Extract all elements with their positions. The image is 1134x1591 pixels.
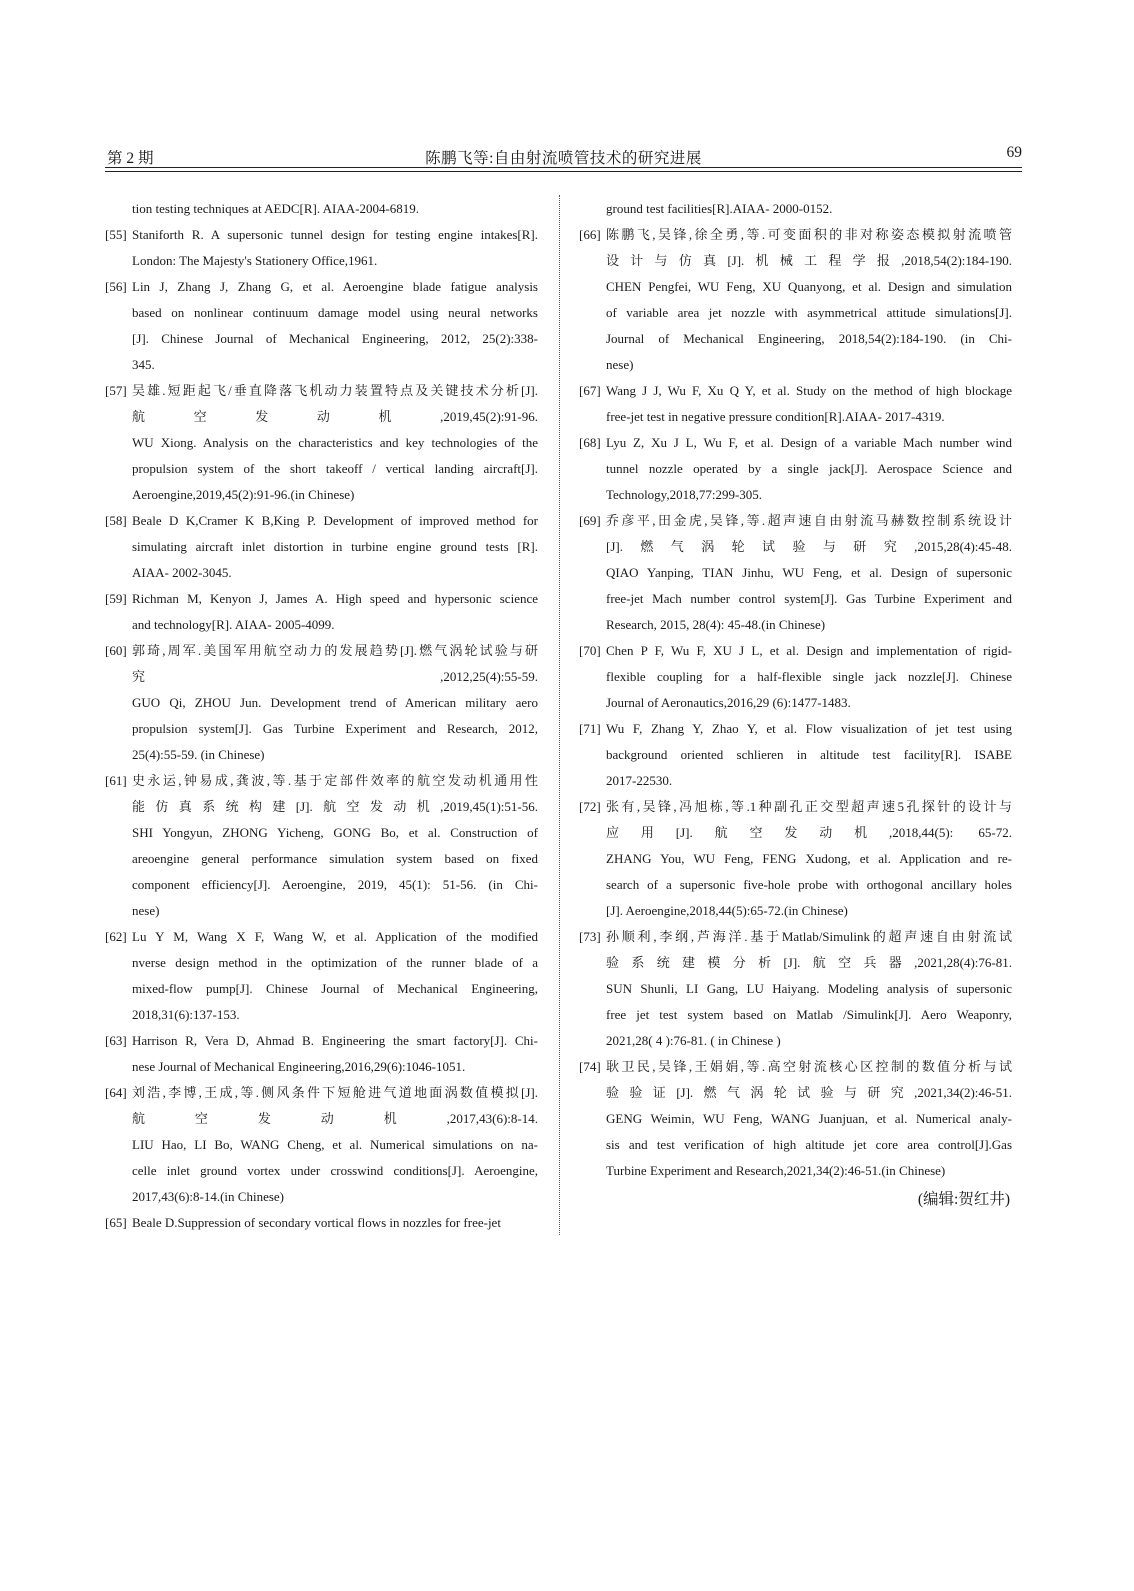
reference-line: flexible coupling for a half-flexible single jack nozzle[J]. Chinese: [606, 669, 1012, 684]
reference-line: propulsion system[J]. Gas Turbine Experiment and Research, 2012,: [132, 721, 538, 736]
right-column-references: [579, 196, 1012, 1214]
reference-line: sis and test verification of high altitude jet core area control[J].Gas: [606, 1137, 1012, 1152]
reference-line: 航空发动机,2017,43(6):8-14.: [132, 1111, 538, 1126]
reference-entry: [105, 222, 538, 274]
reference-line: free-jet Mach number control system[J]. Gas Turbine Experiment and: [606, 591, 1012, 606]
reference-entry: [105, 586, 538, 638]
reference-number: [72]: [579, 799, 601, 814]
reference-line: Chen P F, Wu F, XU J L, et al. Design and implementation of rigid-: [606, 643, 1012, 658]
reference-number: [68]: [579, 435, 601, 450]
reference-line: 验系统建模分析[J].航空兵器,2021,28(4):76-81.: [606, 955, 1012, 970]
reference-line: GUO Qi, ZHOU Jun. Development trend of American military aero: [132, 695, 538, 710]
reference-number: [57]: [105, 383, 127, 398]
reference-entry: [105, 274, 538, 378]
reference-number: [55]: [105, 227, 127, 242]
editor-note: (编辑:贺红井): [917, 1191, 1010, 1208]
reference-line: 2017,43(6):8-14.(in Chinese): [132, 1189, 285, 1204]
issue-label: 第 2 期: [107, 150, 154, 167]
reference-number: [59]: [105, 591, 127, 606]
reference-number: [74]: [579, 1059, 601, 1074]
reference-line: and technology[R]. AIAA- 2005-4099.: [132, 617, 335, 632]
reference-line: Richman M, Kenyon J, James A. High speed and hypersonic science: [132, 591, 538, 606]
reference-line: 耿卫民,吴锋,王娟娟,等.高空射流核心区控制的数值分析与试: [606, 1059, 1012, 1074]
reference-line: 刘浩,李博,王成,等.侧风条件下短舱进气道地面涡数值模拟[J].: [132, 1085, 538, 1100]
reference-line: Wang J J, Wu F, Xu Q Y, et al. Study on the method of high blockage: [606, 383, 1012, 398]
reference-line: propulsion system of the short takeoff / vertical landing aircraft[J].: [132, 461, 538, 476]
reference-line: Beale D.Suppression of secondary vortical flows in nozzles for free-jet: [132, 1215, 501, 1230]
reference-line: mixed-flow pump[J]. Chinese Journal of Mechanical Engineering,: [132, 981, 538, 996]
reference-line: Aeroengine,2019,45(2):91-96.(in Chinese): [132, 487, 355, 502]
reference-entry: [105, 1080, 538, 1210]
header-rule-thick: [105, 167, 1022, 168]
reference-line: nverse design method in the optimization of the runner blade of a: [132, 955, 538, 970]
reference-line: background oriented schlieren in altitude test facility[R]. ISABE: [606, 747, 1012, 762]
reference-entry: [579, 378, 1012, 430]
reference-entry: [579, 430, 1012, 508]
reference-line: 应用[J].航空发动机,2018,44(5): 65-72.: [606, 825, 1012, 840]
running-title: 陈鹏飞等:自由射流喷管技术的研究进展: [425, 150, 702, 167]
reference-number: [69]: [579, 513, 601, 528]
reference-number: [58]: [105, 513, 127, 528]
reference-line: WU Xiong. Analysis on the characteristics and key technologies of the: [132, 435, 538, 450]
reference-number: [64]: [105, 1085, 127, 1100]
reference-line: Journal of Aeronautics,2016,29 (6):1477-1483.: [606, 695, 851, 710]
reference-line: nese): [606, 357, 634, 372]
reference-entry: [105, 196, 538, 222]
reference-line: nese): [132, 903, 160, 918]
reference-line: QIAO Yanping, TIAN Jinhu, WU Feng, et al. Design of supersonic: [606, 565, 1012, 580]
page-header: [105, 142, 1022, 166]
reference-entry: [579, 794, 1012, 924]
reference-entry: [105, 378, 538, 508]
reference-line: free jet test system based on Matlab /Simulink[J]. Aero Weaponry,: [606, 1007, 1012, 1022]
reference-line: areoengine general performance simulation system based on fixed: [132, 851, 538, 866]
reference-line: celle inlet ground vortex under crosswind conditions[J]. Aeroengine,: [132, 1163, 538, 1178]
reference-entry: [105, 1028, 538, 1080]
reference-line: Harrison R, Vera D, Ahmad B. Engineering the smart factory[J]. Chi-: [132, 1033, 538, 1048]
reference-line: [J]. Chinese Journal of Mechanical Engineering, 2012, 25(2):338-: [132, 331, 538, 346]
reference-line: 郭琦,周军.美国军用航空动力的发展趋势[J].燃气涡轮试验与研: [132, 643, 538, 658]
reference-line: Journal of Mechanical Engineering, 2018,54(2):184-190. (in Chi-: [606, 331, 1012, 346]
reference-entry: [105, 768, 538, 924]
reference-number: [66]: [579, 227, 601, 242]
reference-line: tion testing techniques at AEDC[R]. AIAA-2004-6819.: [132, 201, 420, 216]
reference-line: 验验证[J].燃气涡轮试验与研究,2021,34(2):46-51.: [606, 1085, 1012, 1100]
reference-number: [61]: [105, 773, 127, 788]
reference-line: 史永运,钟易成,龚波,等.基于定部件效率的航空发动机通用性: [132, 773, 538, 788]
reference-line: component efficiency[J]. Aeroengine, 2019, 45(1): 51-56. (in Chi-: [132, 877, 538, 892]
reference-entry: [579, 638, 1012, 716]
reference-line: 能仿真系统构建[J].航空发动机,2019,45(1):51-56.: [132, 799, 538, 814]
reference-entry: [579, 222, 1012, 378]
left-column-references: [105, 196, 538, 1236]
reference-number: [56]: [105, 279, 127, 294]
reference-entry: [105, 1210, 538, 1236]
reference-number: [63]: [105, 1033, 127, 1048]
reference-line: 2017-22530.: [606, 773, 673, 788]
reference-line: AIAA- 2002-3045.: [132, 565, 232, 580]
reference-line: tunnel nozzle operated by a single jack[J]. Aerospace Science and: [606, 461, 1012, 476]
reference-line: free-jet test in negative pressure condition[R].AIAA- 2017-4319.: [606, 409, 945, 424]
reference-entry: [105, 924, 538, 1028]
reference-line: 2018,31(6):137-153.: [132, 1007, 240, 1022]
reference-entry: [579, 1054, 1012, 1184]
reference-line: simulating aircraft inlet distortion in turbine engine ground tests [R].: [132, 539, 538, 554]
reference-number: [62]: [105, 929, 127, 944]
page-number: 69: [1006, 144, 1022, 161]
reference-line: Lyu Z, Xu J L, Wu F, et al. Design of a variable Mach number wind: [606, 435, 1012, 450]
reference-line: 陈鹏飞,吴锋,徐全勇,等.可变面积的非对称姿态模拟射流喷管: [606, 227, 1012, 242]
reference-number: [65]: [105, 1215, 127, 1230]
reference-line: Research, 2015, 28(4): 45-48.(in Chinese): [606, 617, 826, 632]
reference-line: 航空发动机,2019,45(2):91-96.: [132, 409, 538, 424]
reference-line: 345.: [132, 357, 155, 372]
reference-entry: [579, 716, 1012, 794]
reference-line: of variable area jet nozzle with asymmetrical attitude simulations[J].: [606, 305, 1012, 320]
column-divider: [559, 195, 560, 1235]
reference-line: 究,2012,25(4):55-59.: [132, 669, 538, 684]
reference-line: London: The Majesty's Stationery Office,1961.: [132, 253, 378, 268]
reference-number: [67]: [579, 383, 601, 398]
reference-line: 设计与仿真[J].机械工程学报,2018,54(2):184-190.: [606, 253, 1012, 268]
reference-line: 2021,28( 4 ):76-81. ( in Chinese ): [606, 1033, 781, 1048]
reference-line: 吴雄.短距起飞/垂直降落飞机动力装置特点及关键技术分析[J].: [132, 383, 538, 398]
reference-line: ZHANG You, WU Feng, FENG Xudong, et al. Application and re-: [606, 851, 1012, 866]
reference-entry: [105, 508, 538, 586]
reference-line: [J].燃气涡轮试验与研究,2015,28(4):45-48.: [606, 539, 1012, 554]
reference-line: 张有,吴锋,冯旭栋,等.1种副孔正交型超声速5孔探针的设计与: [606, 799, 1012, 814]
reference-line: based on nonlinear continuum damage model using neural networks: [132, 305, 538, 320]
reference-number: [60]: [105, 643, 127, 658]
reference-line: Technology,2018,77:299-305.: [606, 487, 763, 502]
reference-line: Lin J, Zhang J, Zhang G, et al. Aeroengine blade fatigue analysis: [132, 279, 538, 294]
header-rule-thin: [105, 171, 1022, 172]
reference-line: Wu F, Zhang Y, Zhao Y, et al. Flow visualization of jet test using: [606, 721, 1012, 736]
reference-number: [73]: [579, 929, 601, 944]
reference-line: LIU Hao, LI Bo, WANG Cheng, et al. Numerical simulations on na-: [132, 1137, 538, 1152]
reference-line: Lu Y M, Wang X F, Wang W, et al. Application of the modified: [132, 929, 538, 944]
reference-entry: [579, 508, 1012, 638]
reference-line: GENG Weimin, WU Feng, WANG Juanjuan, et al. Numerical analy-: [606, 1111, 1012, 1126]
reference-number: [70]: [579, 643, 601, 658]
reference-line: SHI Yongyun, ZHONG Yicheng, GONG Bo, et al. Construction of: [132, 825, 538, 840]
reference-line: Staniforth R. A supersonic tunnel design for testing engine intakes[R].: [132, 227, 538, 242]
reference-entry: [105, 638, 538, 768]
reference-line: SUN Shunli, LI Gang, LU Haiyang. Modeling analysis of supersonic: [606, 981, 1012, 996]
reference-entry: [579, 196, 1012, 222]
reference-line: 乔彦平,田金虎,吴锋,等.超声速自由射流马赫数控制系统设计: [606, 513, 1012, 528]
reference-line: 孙顺利,李纲,芦海洋.基于Matlab/Simulink的超声速自由射流试: [606, 929, 1012, 944]
reference-line: ground test facilities[R].AIAA- 2000-0152.: [606, 201, 833, 216]
reference-line: Beale D K,Cramer K B,King P. Development of improved method for: [132, 513, 538, 528]
reference-entry: [579, 924, 1012, 1054]
reference-line: Turbine Experiment and Research,2021,34(2):46-51.(in Chinese): [606, 1163, 946, 1178]
reference-number: [71]: [579, 721, 601, 736]
reference-line: 25(4):55-59. (in Chinese): [132, 747, 265, 762]
reference-line: nese Journal of Mechanical Engineering,2016,29(6):1046-1051.: [132, 1059, 466, 1074]
reference-line: CHEN Pengfei, WU Feng, XU Quanyong, et al. Design and simulation: [606, 279, 1012, 294]
reference-line: search of a supersonic five-hole probe with orthogonal ancillary holes: [606, 877, 1012, 892]
reference-line: [J]. Aeroengine,2018,44(5):65-72.(in Chinese): [606, 903, 848, 918]
